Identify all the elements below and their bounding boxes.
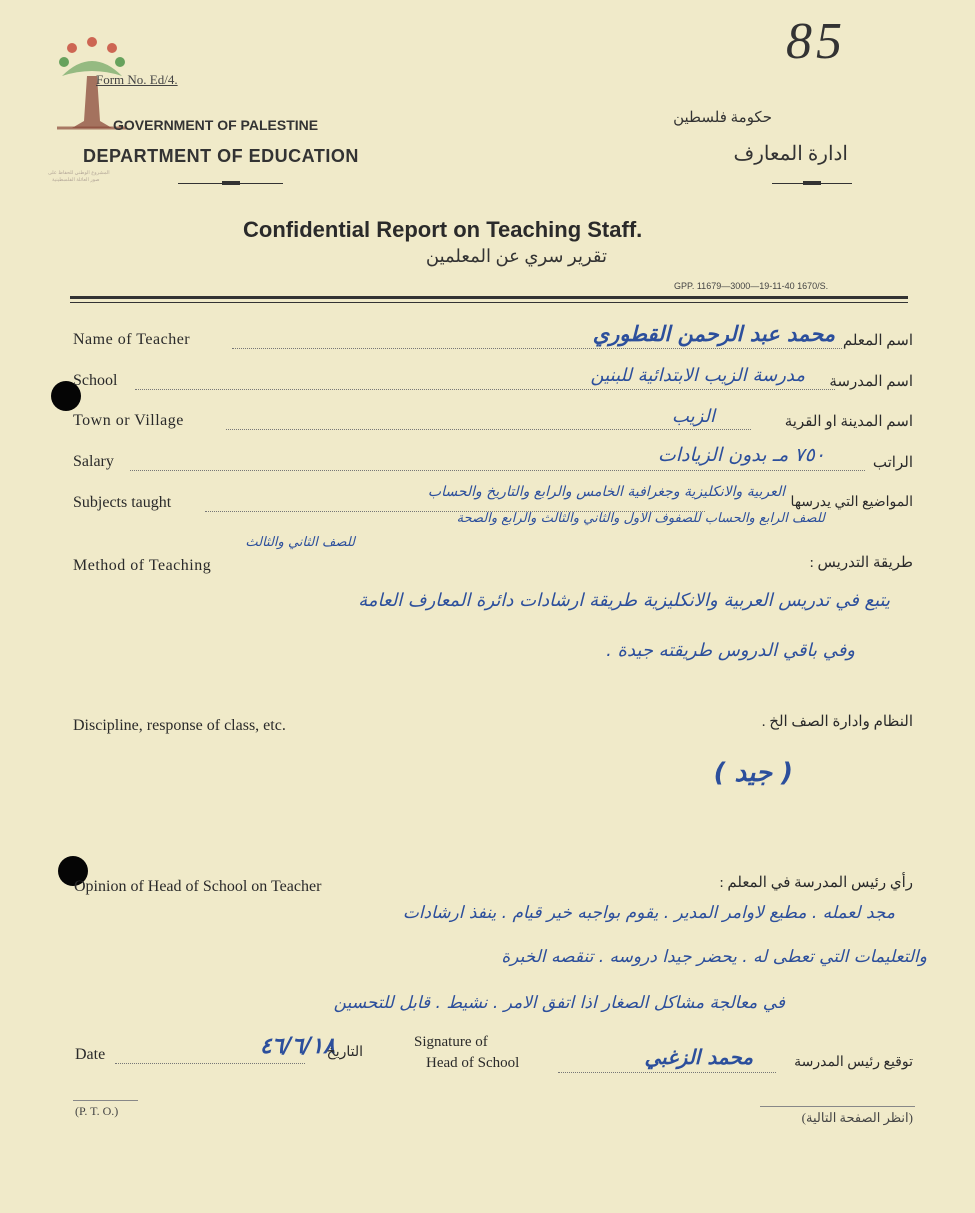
name-value: محمد عبد الرحمن القطوري <box>592 322 835 346</box>
page-number: 85 <box>786 13 846 70</box>
method-label-ar: طريقة التدريس : <box>809 555 913 571</box>
watermark-text-1: المشروع الوطني للحفاظ على <box>48 170 110 176</box>
school-dotted-line <box>135 389 835 390</box>
header-right-rule-mark <box>803 181 821 185</box>
town-value: الزيب <box>671 406 715 427</box>
name-dotted-line <box>232 348 842 349</box>
name-label-ar: اسم المعلم <box>842 333 913 349</box>
report-title: Confidential Report on Teaching Staff. <box>243 217 643 242</box>
town-label-ar: اسم المدينة او القرية <box>784 414 913 430</box>
report-title-ar: تقرير سري عن المعلمين <box>425 246 607 266</box>
school-label-ar: اسم المدرسة <box>829 374 913 390</box>
watermark-text-2: صور العائلة الفلسطينية <box>52 177 100 183</box>
department-title: DEPARTMENT OF EDUCATION <box>83 146 359 166</box>
name-label: Name of Teacher <box>73 331 191 348</box>
opinion-value-line1: مجد لعمله . مطيع لاوامر المدير . يقوم بواجبه خير قيام . ينفذ ارشادات <box>402 903 895 923</box>
discipline-label-ar: النظام وادارة الصف الخ . <box>761 714 913 730</box>
town-label: Town or Village <box>73 412 184 429</box>
signature-value: محمد الزغبي <box>644 1045 753 1069</box>
method-value-line1: يتبع في تدريس العربية والانكليزية طريقة ارشادات دائرة المعارف العامة <box>358 590 890 611</box>
title-rule-thick <box>70 296 908 299</box>
school-value: مدرسة الزيب الابتدائية للبنين <box>590 365 805 386</box>
opinion-label-ar: رأي رئيس المدرسة في المعلم : <box>719 875 913 891</box>
subjects-value-line2: للصف الرابع والحساب للصفوف الاول والثاني والثالث والرابع والصحة <box>456 511 825 526</box>
print-code: GPP. 11679—3000—19-11-40 1670/S. <box>674 281 829 291</box>
date-label-ar: التاريخ <box>326 1045 363 1060</box>
header-left-rule-mark <box>222 181 240 185</box>
opinion-label: Opinion of Head of School on Teacher <box>74 878 322 895</box>
pto-underline <box>73 1100 138 1101</box>
subjects-value-line3: للصف الثاني والثالث <box>245 535 355 550</box>
method-label: Method of Teaching <box>73 557 212 574</box>
subjects-label-ar: المواضيع التي يدرسها <box>790 495 913 510</box>
date-dotted-line <box>115 1063 305 1064</box>
title-rule-thin <box>70 302 908 303</box>
salary-label: Salary <box>73 453 114 470</box>
pto-label: (P. T. O.) <box>75 1104 119 1118</box>
salary-label-ar: الراتب <box>872 455 913 471</box>
signature-label-line1: Signature of <box>414 1034 488 1050</box>
pto-ar-rule <box>760 1106 915 1107</box>
subjects-label: Subjects taught <box>73 494 172 511</box>
discipline-label: Discipline, response of class, etc. <box>73 717 286 734</box>
signature-label-ar: توقيع رئيس المدرسة <box>794 1055 913 1070</box>
salary-value: ٧٥٠ مـ بدون الزيادات <box>657 444 825 466</box>
form-number: Form No. Ed/4. <box>96 72 178 87</box>
subjects-value-line1: العربية والانكليزية وجغرافية الخامس والرابع والتاريخ والحساب <box>427 484 785 500</box>
town-dotted-line <box>226 429 751 430</box>
discipline-value: ( جيد ) <box>713 758 793 788</box>
department-title-ar: ادارة المعارف <box>733 143 848 165</box>
salary-dotted-line <box>130 470 865 471</box>
school-label: School <box>73 372 118 389</box>
signature-label-line2: Head of School <box>426 1055 520 1071</box>
date-value: ٤٦/٦/١٨ <box>259 1034 335 1059</box>
pto-label-ar: (انظر الصفحة التالية) <box>801 1110 913 1125</box>
government-title: GOVERNMENT OF PALESTINE <box>113 117 319 133</box>
government-title-ar: حكومة فلسطين <box>673 110 772 126</box>
date-label: Date <box>75 1046 106 1063</box>
signature-dotted-line <box>558 1072 776 1073</box>
opinion-value-line2: والتعليمات التي تعطى له . يحضر جيدا دروسه . تنقصه الخبرة <box>501 947 927 967</box>
method-value-line2: وفي باقي الدروس طريقته جيدة . <box>606 640 855 661</box>
opinion-value-line3: في معالجة مشاكل الصغار اذا اتفق الامر . نشيط . قابل للتحسين <box>333 993 785 1013</box>
